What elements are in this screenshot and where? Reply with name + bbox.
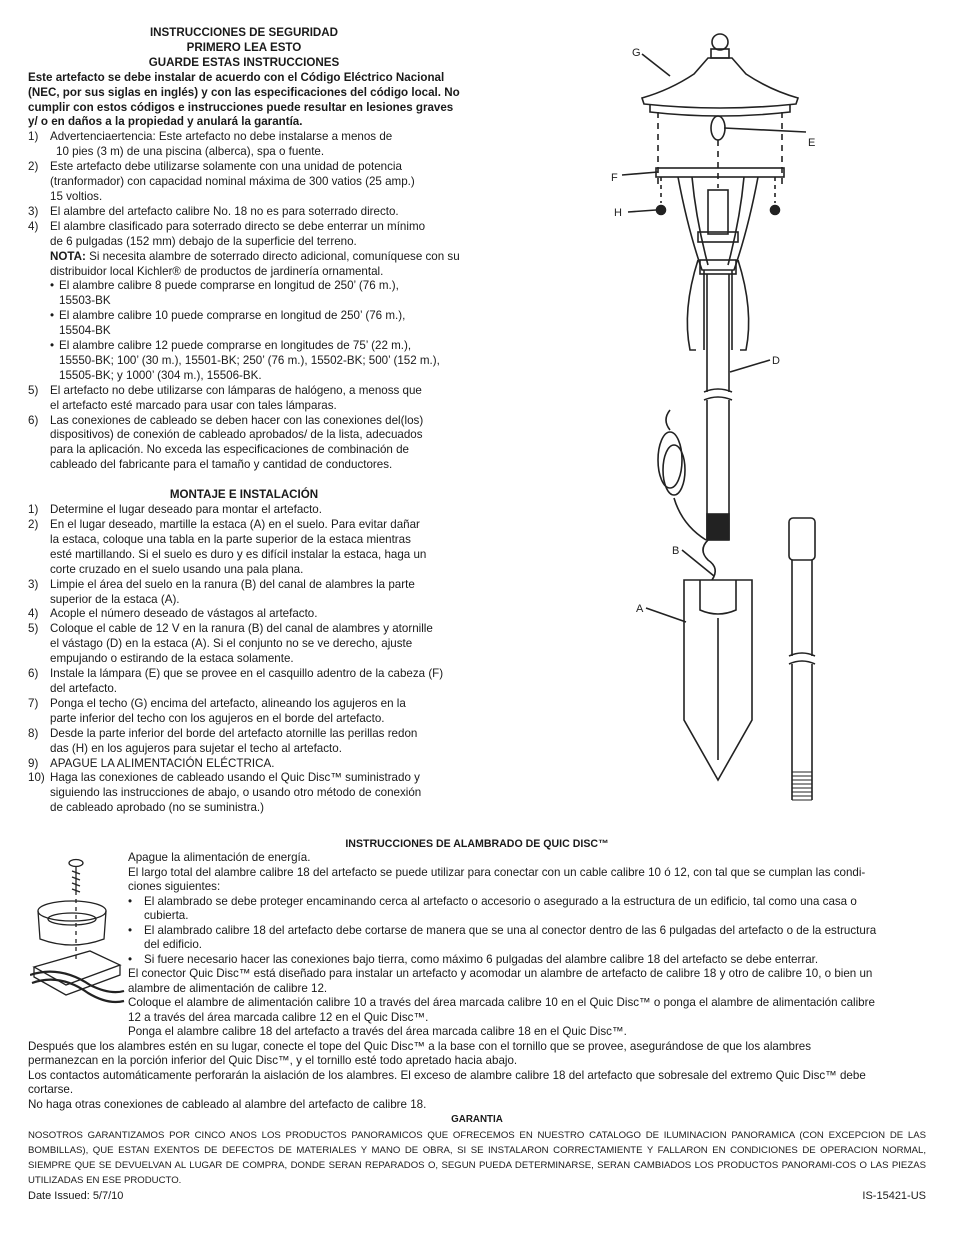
safety-item: 1) Advertenciaertencia: Este artefacto no debe instalarse a menos de 10 pies (3 m) de una piscina (alberca), spa o fuente.	[28, 130, 393, 159]
quic-p3: El conector Quic Disc™ está diseñado para instalar un artefacto y acomodar un alambre de artefacto de calibre 18 y otro de calibre 10, o bien un	[128, 967, 873, 980]
cable-coil	[658, 432, 682, 488]
head-body	[678, 177, 758, 270]
break-mark	[704, 397, 732, 400]
mount-step: 9) APAGUE LA ALIMENTACIÓN ELÉCTRICA.	[28, 756, 275, 770]
quic-p5: Ponga el alambre calibre 18 del artefacto a través del área marcada calibre 18 en el Quic Disc™.	[128, 1025, 627, 1038]
leader-f	[622, 172, 658, 175]
break-mark	[704, 389, 732, 392]
quic-p8: No haga otras conexiones de cableado al alambre del artefacto de calibre 18.	[28, 1097, 427, 1111]
mount-step: 6) Instale la lámpara (E) que se provee en el casquillo adentro de la cabeza (F) del artefacto.	[28, 667, 444, 695]
arm	[738, 260, 749, 350]
head-frame	[692, 177, 708, 265]
knob	[771, 206, 780, 215]
break-mark	[789, 661, 815, 664]
safety-note: NOTA: Si necesita alambre de soterrado directo adicional, comuníquese con su distribuidor local Kichler® de productos de jardinería ornamental.	[50, 249, 460, 278]
quic-instructions	[28, 851, 928, 1112]
quic-bullet: • El alambrado calibre 18 del artefacto debe cortarse de manera que se una al conector dentro de las 6 pulgadas del artefacto o de la estructura del edificio.	[128, 923, 877, 951]
safety-item: 2) Este artefacto debe utilizarse solamente con una unidad de potencia (tranformador) con capacidad nominal máxima de 300 vatios (25 amp.) 15 voltios.	[28, 160, 415, 203]
quic-title: INSTRUCCIONES DE ALAMBRADO DE QUIC DISC™	[345, 838, 609, 850]
arm	[687, 260, 698, 350]
mount-title: MONTAJE E INSTALACIÓN	[169, 488, 319, 502]
quic-p4: Coloque el alambre de alimentación calibre 10 a través del área marcada calibre 10 en el Quic Disc™ o ponga el alambre de alimentación calibre	[128, 996, 875, 1009]
safety-item: 4) El alambre clasificado para soterrado directo se debe enterrar un mínimo de 6 pulgadas (152 mm) debajo de la superficie del terreno.	[28, 219, 426, 248]
mount-step: 2) En el lugar deseado, martille la estaca (A) en el suelo. Para evitar dañar la estaca, coloque una tabla en la parte superior de la estaca mientras esté martillando. Si el suelo es duro y es difícil instalar la estaca, haga un corte cruzado en el suelo usando una pala plana.	[28, 518, 427, 576]
leader-d	[730, 360, 770, 372]
fixture-diagram	[570, 20, 940, 820]
quic-p2: El largo total del alambre calibre 18 del artefacto se puede utilizar para conectar con un cable calibre 10 ó 12, con tal que se cumplan las condi-	[128, 865, 866, 879]
mount-step: 8) Desde la parte inferior del borde del artefacto atornille las perillas redon das (H) en los agujeros para sujetar el techo al artefacto.	[28, 726, 418, 755]
mount-step: 10) Haga las conexiones de cableado usando el Quic Disc™ suministrado y siguiendo las instrucciones de abajo, o usando otro método de conexión de cableado aprobado (no se suministra.)	[28, 771, 422, 815]
warranty-text: NOSOTROS GARANTIZAMOS POR CINCO ANOS LOS PRODUCTOS PANORAMICOS QUE OFRECEMOS EN NUESTRO CATALOGO DE ILUMINACION PANORAMICA (CON EXCEPCION DE LAS BOMBILLAS), QUE ESTAN EXENTOS DE DEFECTOS DE MATERIALES Y MANO DE OBRA, SI SE INSTALARON CORRECTAMIENTE Y FALLARON EN CONDICIONES DE OPERACION NORMAL, SIEMPRE QUE SE DEVUELVAN AL LUGAR DE COMPRA, DONDE SERAN REPARADOS O, SEGUN PUEDA DETERMINARSE, SERAN CAMBIADOS LOS PRODUCTOS PANORAMI-COS O LAS PIEZAS UTILIZADAS EN ESE PRODUCTO.	[28, 1130, 926, 1186]
finial	[712, 34, 728, 50]
extension-stem	[792, 560, 812, 656]
quic-p7b: cortarse.	[28, 1083, 74, 1096]
mount-step: 4) Acople el número deseado de vástagos al artefacto.	[28, 607, 318, 621]
mount-step: 5) Coloque el cable de 12 V en la ranura (B) del canal de alambres y atornille el vástago (D) en la estaca (A). Si el conjunto no se ve derecho, ajuste empujando o estirando de la estaca solamente.	[28, 622, 433, 666]
head-frame	[728, 177, 744, 265]
safety-item: 3) El alambre del artefacto calibre No. 18 no es para soterrado directo.	[28, 204, 399, 218]
safety-intro: Este artefacto se debe instalar de acuerdo con el Código Eléctrico Nacional (NEC, por sus siglas en inglés) y con las especificaciones del código local. No cumplir con estos códigos e instrucciones puede resultar en lesiones graves y/ o en daños a la propiedad y anulará la garantía.	[28, 70, 460, 129]
safety-item: 5) El artefacto no debe utilizarse con lámparas de halógeno, a menoss que el artefacto esté marcado para usar con tales lámparas.	[28, 383, 422, 412]
left-column	[28, 26, 460, 816]
label-f: F	[611, 172, 618, 184]
lamp-bulb	[711, 116, 725, 140]
label-e: E	[808, 137, 816, 149]
quic-p3b: alambre de alimentación de calibre 12.	[128, 981, 328, 995]
leader-e	[724, 128, 806, 132]
label-h: H	[614, 207, 622, 219]
cable	[703, 540, 715, 580]
safety-title-1: INSTRUCCIONES DE SEGURIDAD	[149, 26, 339, 39]
label-a: A	[636, 603, 644, 615]
leader-h	[628, 210, 656, 212]
safety-title-2: PRIMERO LEA ESTO	[186, 40, 302, 54]
quic-bullet: • Si fuere necesario hacer las conexiones bajo tierra, como máximo 6 pulgadas del alambre calibre 18 del artefacto se debe enterrar.	[128, 952, 819, 966]
label-g: G	[632, 47, 641, 59]
quic-p6b: permanezcan en la porción inferior del Quic Disc™, y el tornillo esté todo apretado hacia abajo.	[28, 1054, 518, 1067]
quic-p4b: 12 a través del área marcada calibre 12 en el Quic Disc™.	[128, 1010, 429, 1024]
date-issued: Date Issued: 5/7/10	[28, 1190, 124, 1202]
safety-item: 6) Las conexiones de cableado se deben hacer con las conexiones del(los) dispositivos) de conexión de cableado aprobados/ de la lista, adecuados para la aplicación. No exceda las especificaciones de combinación de cableado del fabricante para el tamaño y cantidad de conductores.	[28, 413, 424, 472]
mount-step: 7) Ponga el techo (G) encima del artefacto, alineando los agujeros en la parte inferior del techo con los agujeros en el borde del artefacto.	[28, 696, 406, 725]
stem-cap	[789, 518, 815, 560]
warranty-title: GARANTIA	[451, 1114, 503, 1125]
leader-b	[682, 550, 714, 576]
roof	[642, 58, 798, 108]
mount-step: 1) Determine el lugar deseado para montar el artefacto.	[28, 503, 322, 517]
head-rim	[656, 168, 784, 177]
stem-end	[707, 514, 729, 540]
quic-p6: Después que los alambres estén en su lugar, conecte el tope del Quic Disc™ a la base con el tornillo que se provee, asegurándose de que los alambres	[28, 1039, 812, 1053]
label-d: D	[772, 355, 780, 367]
leader-a	[646, 608, 686, 622]
break-mark	[789, 653, 815, 656]
quic-p2b: ciones siguientes:	[128, 880, 221, 893]
lamp-cage	[708, 190, 728, 234]
quic-p7: Los contactos automáticamente perforarán la aislación de los alambres. El exceso de alambre calibre 18 del artefacto que sobresale del extremo Quic Disc™ debe	[28, 1068, 866, 1082]
quic-bullet: • El alambrado se debe proteger encaminando cerca al artefacto o accesorio o asegurado a la estructura de un edificio, tal como una casa o cubierta.	[128, 894, 857, 922]
quic-p1: Apague la alimentación de energía.	[128, 851, 311, 864]
knob	[657, 206, 666, 215]
arm-collar	[700, 260, 736, 274]
wire-bullet: • El alambre calibre 12 puede comprarse en longitudes de 75’ (22 m.), 15550-BK; 100’ (30 m.), 15501-BK; 250’ (76 m.), 15502-BK; 500’ (152 m.), 15505-BK; y 1000’ (304 m.), 15506-BK.	[50, 339, 440, 382]
wire-bullet: • El alambre calibre 10 puede comprarse en longitud de 250’ (76 m.), 15504-BK	[50, 309, 406, 338]
stem	[707, 274, 729, 392]
safety-title-3: GUARDE ESTAS INSTRUCCIONES	[148, 55, 340, 69]
leader-g	[642, 54, 670, 76]
document-code: IS-15421-US	[862, 1190, 926, 1202]
wire-bullet: • El alambre calibre 8 puede comprarse en longitud de 250’ (76 m.), 15503-BK	[50, 279, 399, 308]
label-b: B	[672, 545, 680, 557]
cable-lead	[666, 410, 706, 540]
wire-slot	[700, 580, 736, 614]
mount-step: 3) Limpie el área del suelo en la ranura (B) del canal de alambres la parte superior de la estaca (A).	[28, 577, 415, 606]
